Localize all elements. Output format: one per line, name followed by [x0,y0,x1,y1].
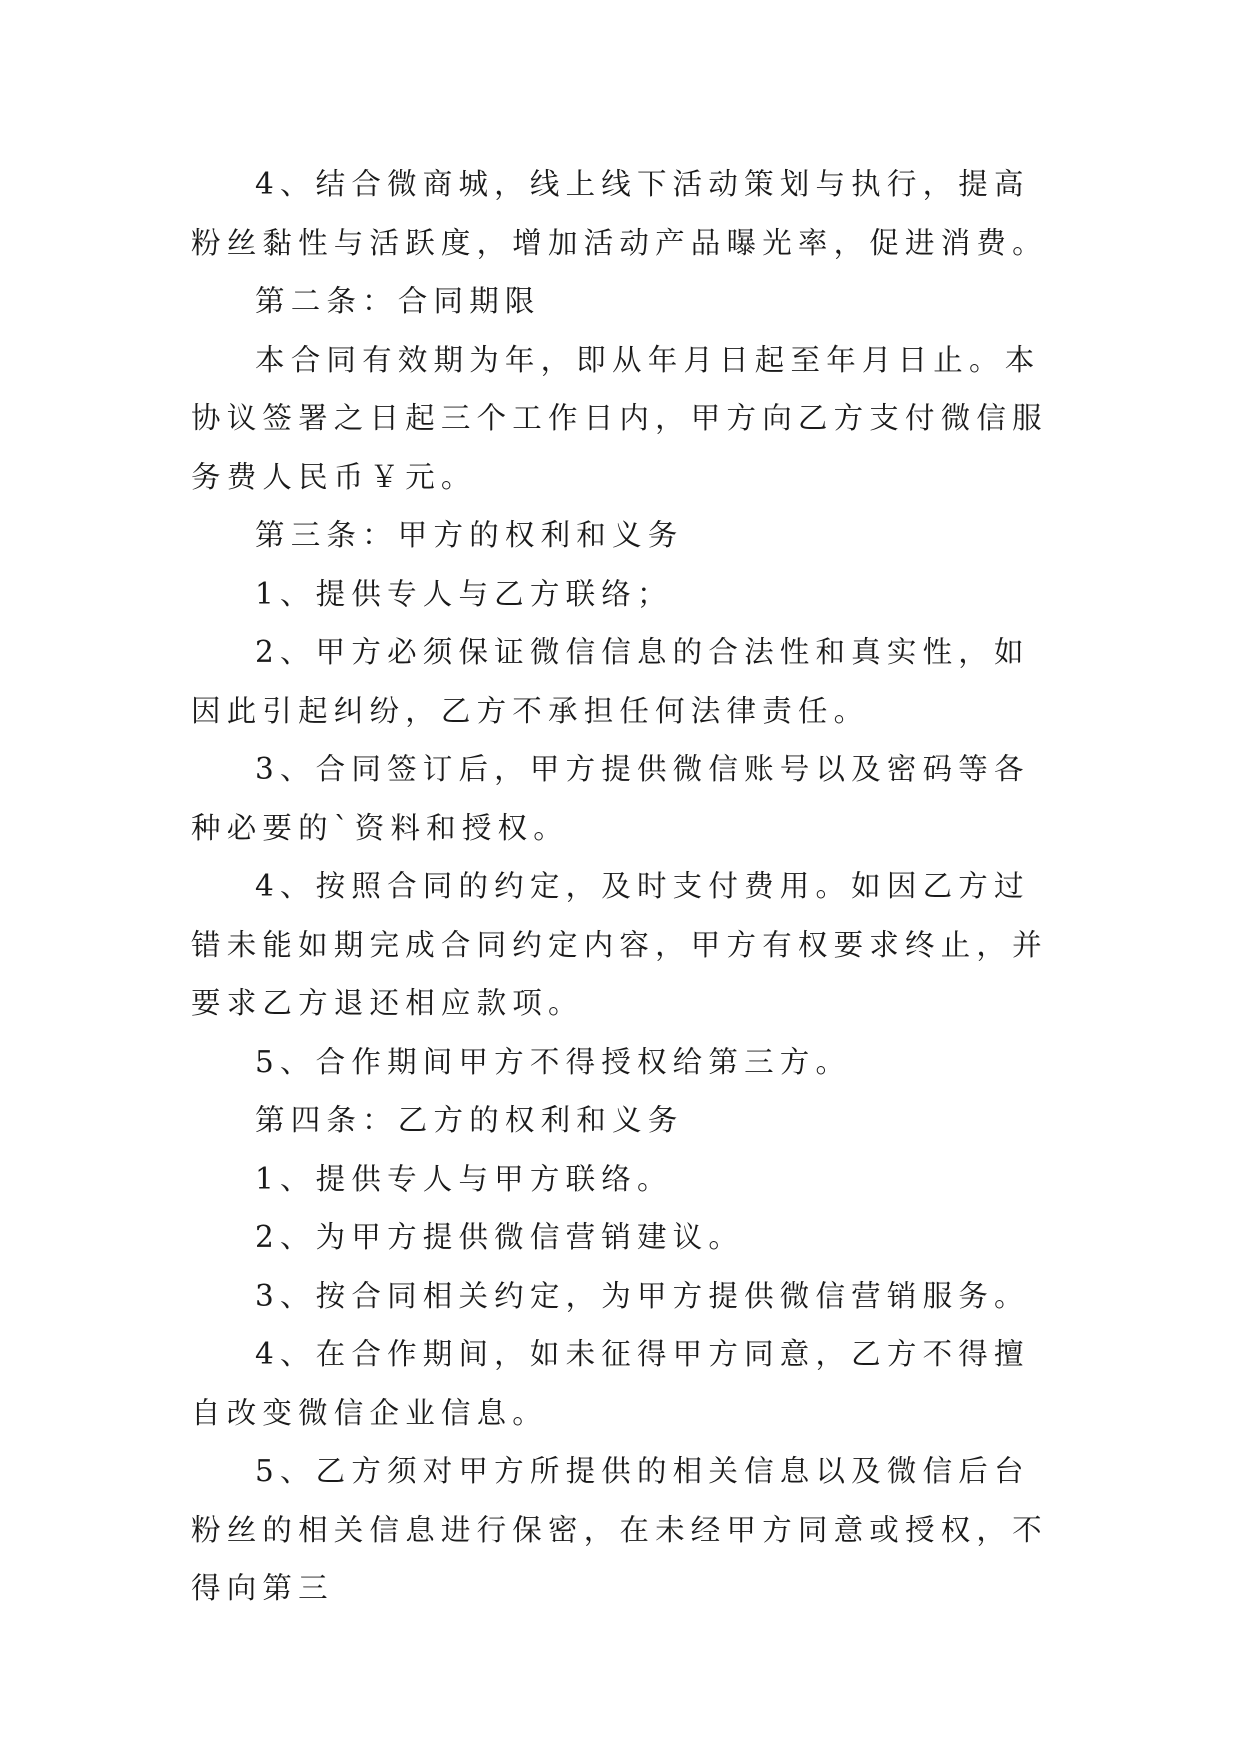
paragraph-party-a-item-5: 5、合作期间甲方不得授权给第三方。 [255,1044,852,1079]
document-body [191,155,1051,1618]
paragraph-party-a-item-2: 2、甲方必须保证微信信息的合法性和真实性，如因此引起纠纷，乙方不承担任何法律责任。 [191,635,1030,728]
paragraph-contract-term: 本合同有效期为年，即从年月日起至年月日止。本协议签署之日起三个工作日内，甲方向乙方支付微信服务费人民币￥元。 [191,342,1048,494]
paragraph-party-a-item-3: 3、合同签订后，甲方提供微信账号以及密码等各种必要的`资料和授权。 [191,752,1030,845]
paragraph-party-b-item-3: 3、按合同相关约定，为甲方提供微信营销服务。 [255,1278,1030,1313]
paragraph-party-a-item-1: 1、提供专人与乙方联络； [255,576,673,611]
paragraph-party-b-item-1: 1、提供专人与甲方联络。 [255,1161,673,1196]
section-heading-article-3: 第三条：甲方的权利和义务 [255,518,684,552]
paragraph-clause-1-item-4: 4、结合微商城，线上线下活动策划与执行，提高粉丝黏性与活跃度，增加活动产品曝光率，促进消费。 [191,167,1048,260]
paragraph-party-b-item-2: 2、为甲方提供微信营销建议。 [255,1220,745,1254]
section-heading-article-4: 第四条：乙方的权利和义务 [255,1103,684,1137]
paragraph-party-a-item-4: 4、按照合同的约定，及时支付费用。如因乙方过错未能如期完成合同约定内容，甲方有权要求终止，并要求乙方退还相应款项。 [191,869,1048,1020]
paragraph-party-b-item-4: 4、在合作期间，如未征得甲方同意，乙方不得擅自改变微信企业信息。 [191,1337,1030,1430]
paragraph-party-b-item-5: 5、乙方须对甲方所提供的相关信息以及微信后台粉丝的相关信息进行保密，在未经甲方同意或授权，不得向第三 [191,1454,1048,1605]
section-heading-article-2: 第二条：合同期限 [255,284,541,318]
